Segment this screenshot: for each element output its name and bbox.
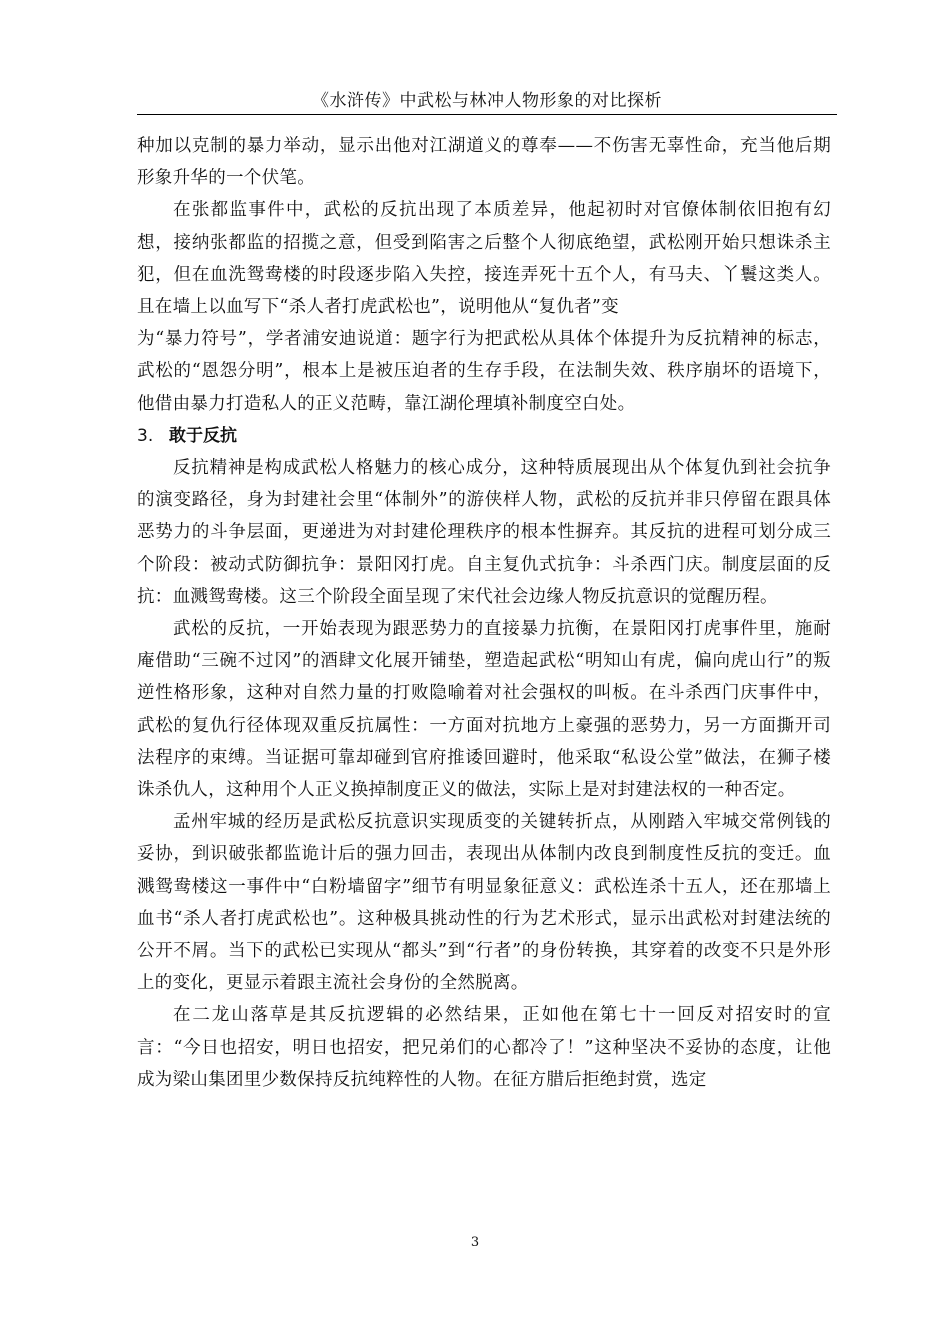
paragraph-resistance-spirit: 反抗精神是构成武松人格魅力的核心成分，这种特质展现出从个体复仇到社会抗争的演变路径，身为封建社会里“体制外”的游侠样人物，武松的反抗并非只停留在跟具体恶势力的斗争层面，更递进为对封建伦理秩序的根本性摒弃。其反抗的进程可划分成三个阶段：被动式防御抗争：景阳冈打虎。自主复仇式抗争：斗杀西门庆。制度层面的反抗：血溅鸳鸯楼。这三个阶段全面呈现了宋代社会边缘人物反抗意识的觉醒历程。 xyxy=(137,458,831,607)
header-title: 《水浒传》中武松与林冲人物形象的对比探析 xyxy=(312,91,662,111)
paragraph-continuation: 种加以克制的暴力举动，显示出他对江湖道义的尊奉——不伤害无辜性命，充当他后期形象升华的一个伏笔。 xyxy=(137,136,831,189)
paragraph-violence-symbol: 为“暴力符号”，学者浦安迪说道：题字行为把武松从具体个体提升为反抗精神的标志，武松的“恩怨分明”，根本上是被压迫者的生存手段，在法制失效、秩序崩坏的语境下，他借由暴力打造私人的正义范畴，靠江湖伦理填补制度空白处。 xyxy=(137,329,831,414)
paragraph-erlongshan: 在二龙山落草是其反抗逻辑的必然结果，正如他在第七十一回反对招安时的宣言：“今日也招安，明日也招安，把兄弟们的心都冷了！”这种坚决不妥协的态度，让他成为梁山集团里少数保持反抗纯粹性的人物。在征方腊后拒绝封赏，选定 xyxy=(137,1005,831,1090)
paragraph-early-resistance: 武松的反抗，一开始表现为跟恶势力的直接暴力抗衡，在景阳冈打虎事件里，施耐庵借助“三碗不过冈”的酒肆文化展开铺垫，塑造起武松“明知山有虎，偏向虎山行”的叛逆性格形象，这种对自然力量的打败隐喻着对社会强权的叫板。在斗杀西门庆事件中，武松的复仇行径体现双重反抗属性：一方面对抗地方上豪强的恶势力，另一方面撕开司法程序的束缚。当证据可靠却碰到官府推诿回避时，他采取“私设公堂”做法，在狮子楼诛杀仇人，这种用个人正义换掉制度正义的做法，实际上是对封建法权的一种否定。 xyxy=(137,619,831,801)
page-body xyxy=(137,130,831,1096)
paragraph-zhang-dujian: 在张都监事件中，武松的反抗出现了本质差异，他起初时对官僚体制依旧抱有幻想，接纳张都监的招揽之意，但受到陷害之后整个人彻底绝望，武松刚开始只想诛杀主犯，但在血洗鸳鸯楼的时段逐步陷入失控，接连弄死十五个人，有马夫、丫鬟这类人。且在墙上以血写下“杀人者打虎武松也”，说明他从“复仇者”变 xyxy=(137,200,831,318)
page-number: 3 xyxy=(470,1235,480,1250)
section-title: 敢于反抗 xyxy=(169,425,237,446)
paragraph-mengzhou: 孟州牢城的经历是武松反抗意识实现质变的关键转折点，从刚踏入牢城交常例钱的妥协，到识破张都监诡计后的强力回击，表现出从体制内改良到制度性反抗的变迁。血溅鸳鸯楼这一事件中“白粉墙留字”细节有明显象征意义：武松连杀十五人，还在那墙上血书“杀人者打虎武松也”。这种极具挑动性的行为艺术形式，显示出武松对封建法统的公开不屑。当下的武松已实现从“都头”到“行者”的身份转换，其穿着的改变不只是外形上的变化，更显示着跟主流社会身份的全然脱离。 xyxy=(137,812,831,994)
running-header xyxy=(137,88,837,115)
section-heading xyxy=(137,420,831,452)
section-number: 3. xyxy=(137,425,154,446)
